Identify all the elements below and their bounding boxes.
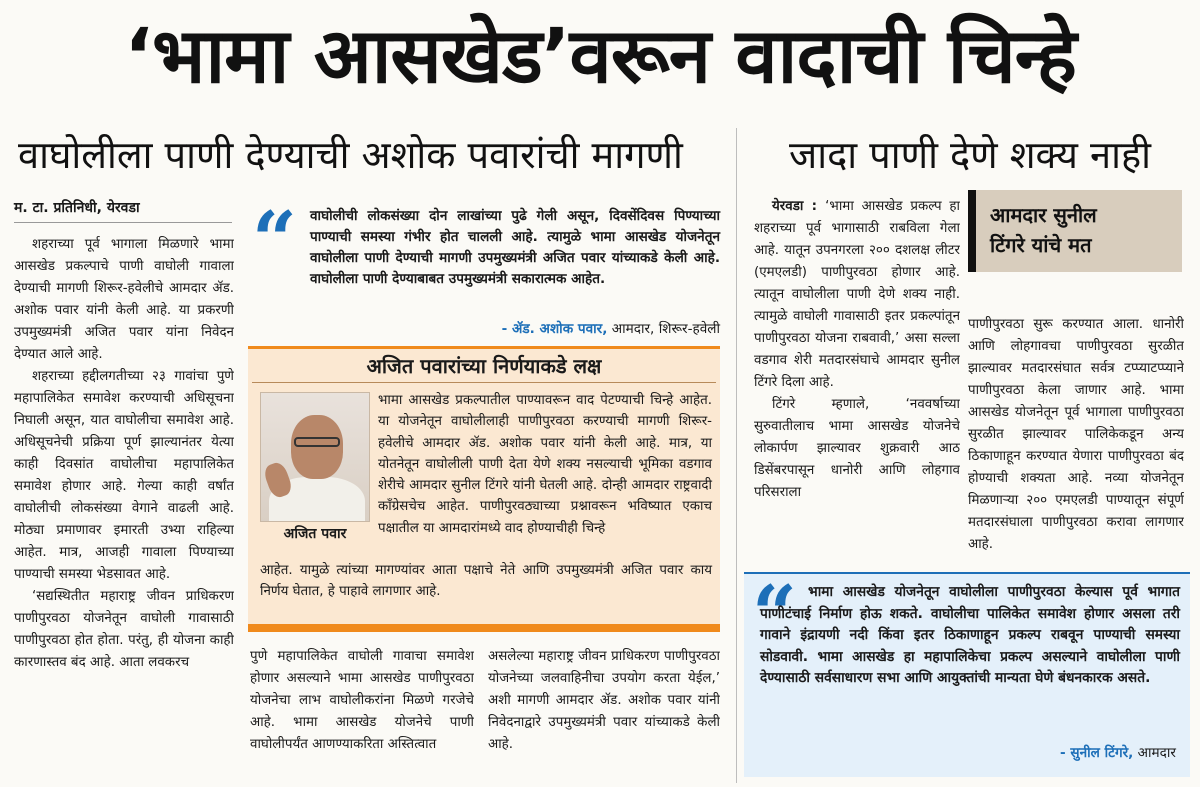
pawar-quote-attribution (310, 320, 720, 338)
headline: ‘भामा आसखेड’वरून वादाची चिन्हे (124, 11, 1076, 100)
ajit-box-text: भामा आसखेड प्रकल्पातील पाण्यावरून वाद पेटण्याची चिन्हे आहेत. या योजनेतून वाघोलीलाही पाणीपुरवठा करण्याची मागणी शिरूर-हवेलीचे आमदार ॲड. अशोक पवार यांनी केली आहे. मात्र, या योतनेतून वाघोलीली पाणी देता येणे शक्य नसल्याची भूमिका वडगाव शेरीचे आमदार सुनील टिंगरे यांनी घेतली आहे. दोन्ही आमदार राष्ट्रवादी काँग्रेसचेच आहेत. पाणीपुरवठ्याच्या प्रश्नावरून भविष्यात एकाच पक्षातील या आमदारांमध्ये वाद होण्याचीही चिन्हे (378, 393, 712, 536)
attribution-role: आमदार, शिरूर-हवेली (607, 321, 720, 337)
quote-mark-icon: “ (752, 569, 797, 660)
attribution-role: आमदार (1133, 745, 1176, 761)
right-subheadline: जादा पाणी देणे शक्य नाही (789, 133, 1151, 177)
paragraph: शहराच्या पूर्व भागाला मिळणारे भामा आसखेड प्रकल्पाचे पाणी वाघोली गावाला देण्याची मागणी शिरूर-हवेलीचे आमदार ॲड. अशोक पवार यांनी केली आहे. या प्रकरणी उपमुख्यमंत्री अजित पवार यांना निवेदन देण्यात आले आहे. (14, 237, 234, 362)
tingre-quote (744, 569, 1190, 777)
pawar-quote (244, 196, 722, 341)
ajit-pawar-box (248, 346, 720, 628)
paragraph: असलेल्या महाराष्ट्र जीवन प्राधिकरण पाणीपुरवठा योजनेच्या जलवाहिनीचा उपयोग करता येईल,’ अशी मागणी आमदार ॲड. अशोक पवार यांनी निवेदनाद्वारे उपमुख्यमंत्री पवार यांच्याकडे केली आहे. (488, 649, 720, 752)
byline-rule (14, 222, 232, 223)
ajit-pawar-photo (260, 392, 370, 522)
attribution-name: - ॲड. अशोक पवार, (501, 321, 608, 337)
pawar-quote-text: वाघोलीची लोकसंख्या दोन लाखांच्या पुढे गेली असून, दिवसेंदिवस पिण्याच्या पाण्याची समस्या गंभीर होत चालली आहे. त्यामुळे भामा आसखेड योजनेतून वाघोलीला पाणी देण्याची मागणी उपमुख्यमंत्री अजित पवार यांच्याकडे केली आहे. वाघोलीला पाणी देण्याबाबत उपमुख्यमंत्री सकारात्मक आहेत. (310, 208, 720, 287)
article-column-2b (488, 646, 720, 782)
dateline: येरवडा : (772, 199, 826, 214)
tingre-label-text: आमदार सुनील टिंगरे यांचे मत (990, 203, 1097, 257)
paragraph: येरवडा : ‘भामा आसखेड प्रकल्प हा शहराच्या पूर्व भागासाठी राबविला गेला आहे. यातून उपनगरला २०० दशलक्ष लीटर (एमएलडी) पाणीपुरवठा होणार आहे. त्यातून वाघोलीला पाणी देणे शक्य नाही. त्यामुळे वाघोली गावासाठी इतर प्रकल्पांतून पाणीपुरवठा योजना राबवावी,’ असा सल्ला वडगाव शेरी मतदारसंघाचे आमदार सुनील टिंगरे दिला आहे. (754, 199, 960, 390)
article-column-2a (250, 646, 474, 782)
photo-caption: अजित पवार (283, 526, 347, 542)
paragraph: टिंगरे म्हणाले, ‘नववर्षाच्या सुरुवातीलाच भामा आसखेड योजनेचे लोकार्पण झाल्यावर शुक्रवारी आठ डिसेंबरपासून धानोरी आणि लोहगाव परिसराला (754, 397, 960, 500)
tingre-quote-attribution (1060, 742, 1176, 761)
tingre-opinion-label (968, 190, 1182, 272)
column-divider (736, 128, 737, 783)
ajit-box-top-rule (248, 346, 720, 349)
article-column-1 (14, 234, 234, 782)
tingre-article-column-2 (968, 314, 1184, 558)
quote-mark-icon: “ (252, 195, 297, 286)
paragraph: पाणीपुरवठा सुरू करण्यात आला. धानोरी आणि लोहगावचा पाणीपुरवठा सुरळीत झाल्यावर मतदारसंघात सर्वत्र टप्प्याटप्प्याने पाणीपुरवठा केला जाणार आहे. भामा आसखेड योजनेतून पूर्व भागाला पाणीपुरवठा सुरळीत झाल्यावर पालिकेकडून अन्य ठिकाणाहून करण्यात येणारा पाणीपुरवठा बंद होण्याची शक्यता आहे. नव्या योजनेतून मिळणाऱ्या २०० एमएलडी पाण्यातून संपूर्ण मतदारसंघाला पाणीपुरवठा करावा लागणार आहे. (968, 317, 1184, 552)
byline: म. टा. प्रतिनिधी, येरवडा (14, 200, 140, 216)
paragraph: ‘सद्यस्थितीत महाराष्ट्र जीवन प्राधिकरण पाणीपुरवठा योजनेतून वाघोली गावासाठी पाणीपुरवठा होत होता. परंतु, ही योजना काही कारणास्तव बंद आहे. आता लवकरच (14, 589, 234, 670)
ajit-box-title: अजित पवारांच्या निर्णयाकडे लक्ष (366, 354, 602, 378)
paragraph: शहराच्या हद्दीलगतीच्या २३ गावांचा पुणे महापालिकेत समावेश करण्याची अधिसूचना निघाली असून, यात वाघोलीचा समावेश आहे. अधिसूचनेची प्रक्रिया पूर्ण झाल्यानंतर येत्या काही दिवसांत वाघोलीचा महापालिकेत समावेश होणार आहे. गेल्या काही वर्षांत वाघोलीची लोकसंख्या वेगाने वाढली आहे. मोठ्या प्रमाणावर इमारती उभ्या राहिल्या आहेत. मात्र, आजही गावाला पिण्याच्या पाण्याची समस्या भेडसावत आहे. (14, 369, 234, 582)
tingre-quote-text: भामा आसखेड योजनेतून वाघोलीला पाणीपुरवठा केल्यास पूर्व भागात पाणीटंचाई निर्माण होऊ शकते. वाघोलीचा पालिकेत समावेश होणार असला तरी गावाने इंद्रायणी नदी किंवा इतर ठिकाणाहून प्रकल्प राबवून पाण्याची समस्या सोडवावी. भामा आसखेड हा महापालिकेचा प्रकल्प असल्याने वाघोलीला पाणी देण्यासाठी सर्वसाधारण सभा आणि आयुक्तांची मान्यता घेणे बंधनकारक असते. (760, 584, 1180, 686)
ajit-box-bottom-bar (248, 624, 720, 632)
ajit-title-rule (252, 382, 716, 383)
paragraph: पुणे महापालिकेत वाघोली गावाचा समावेश होणार असल्याने भामा आसखेड पाणीपुरवठा योजनेचा लाभ वाघोलीकरांना मिळणे गरजेचे आहे. भामा आसखेड योजनेचे पाणी वाघोलीपर्यंत आणण्याकरिता अस्तित्वात (250, 649, 474, 752)
ajit-box-text-cont: आहेत. यामुळे त्यांच्या मागण्यांवर आता पक्षाचे नेते आणि उपमुख्यमंत्री अजित पवार काय निर्णय घेतात, हे पाहावे लागणार आहे. (260, 563, 712, 599)
attribution-name: - सुनील टिंगरे, (1060, 745, 1134, 761)
tingre-article-column-1 (754, 196, 960, 556)
left-subheadline: वाघोलीला पाणी देण्याची अशोक पवारांची मागणी (18, 133, 683, 177)
